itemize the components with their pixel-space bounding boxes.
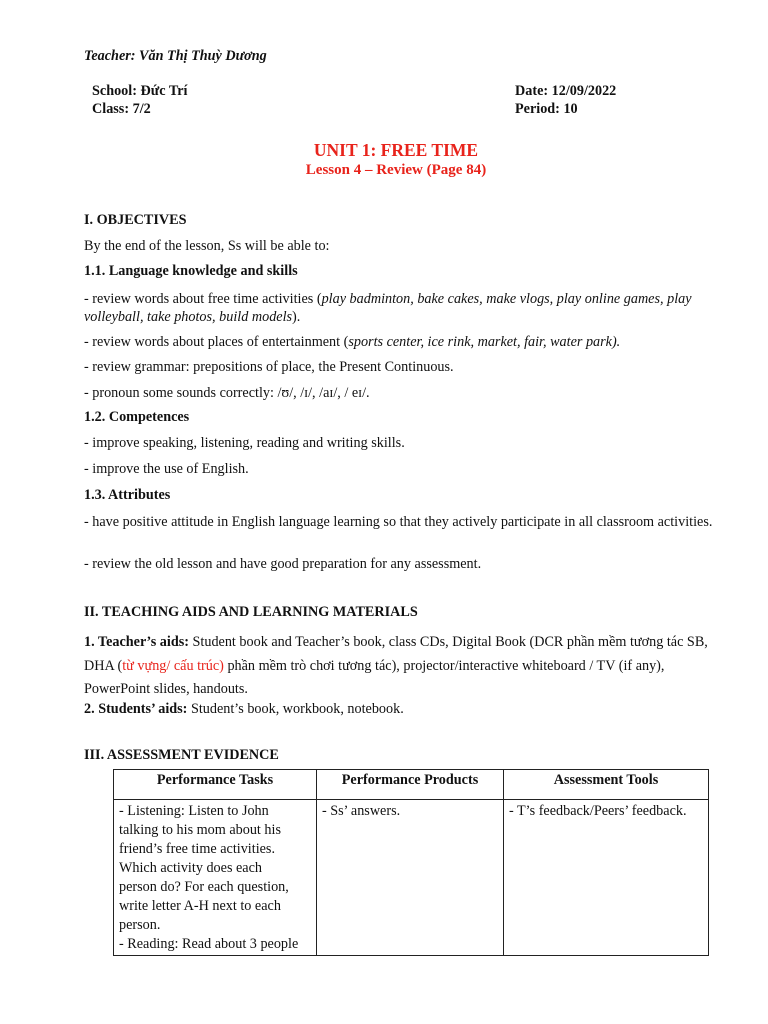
bullet-use-of-english: - improve the use of English. (84, 461, 249, 477)
table-row (114, 800, 709, 956)
teaching-aids-heading: II. TEACHING AIDS AND LEARNING MATERIALS (84, 604, 418, 620)
task-line: person. (119, 917, 161, 933)
bullet-places-of-entertainment: - review words about places of entertainment (sports center, ice rink, market, fair, water park). (84, 334, 621, 350)
objectives-heading: I. OBJECTIVES (84, 212, 187, 228)
language-knowledge-heading: 1.1. Language knowledge and skills (84, 263, 298, 279)
task-line: person do? For each question, (119, 879, 289, 895)
teachers-aids: 1. Teacher’s aids: Student book and Teacher’s book, class CDs, Digital Book (DCR phần mềm tương tác SB, DHA (từ vựng/ cấu trúc) phần mềm trò chơi tương tác), projector/interactive whiteboard / TV (if any), PowerPoint slides, handouts. (84, 634, 708, 697)
bullet-pronunciation: - pronoun some sounds correctly: /ʊ/, /ɪ/, /aɪ/, / eɪ/. (84, 385, 370, 401)
cell-assessment-tools: - T’s feedback/Peers’ feedback. (504, 800, 709, 956)
column-header-performance-products: Performance Products (317, 770, 504, 800)
assessment-heading: III. ASSESSMENT EVIDENCE (84, 747, 279, 763)
cell-performance-products: - Ss’ answers. (317, 800, 504, 956)
column-header-assessment-tools: Assessment Tools (504, 770, 709, 800)
table-header-row (114, 770, 709, 800)
task-line: - Reading: Read about 3 people (119, 936, 299, 952)
column-header-performance-tasks: Performance Tasks (114, 770, 317, 800)
class-label: Class: 7/2 (92, 101, 151, 117)
task-line: write letter A-H next to each (119, 898, 281, 914)
date-label: Date: 12/09/2022 (515, 83, 617, 99)
attributes-heading: 1.3. Attributes (84, 487, 171, 503)
assessment-table (113, 769, 709, 956)
task-line: Which activity does each (119, 860, 262, 876)
bullet-skills: - improve speaking, listening, reading and writing skills. (84, 435, 405, 451)
period-label: Period: 10 (515, 101, 578, 117)
students-aids: 2. Students’ aids: Student’s book, workbook, notebook. (84, 701, 404, 717)
teacher-name: Teacher: Văn Thị Thuỳ Dương (84, 48, 267, 64)
bullet-positive-attitude: - have positive attitude in English language learning so that they actively participate in all classroom activities. (84, 514, 713, 530)
task-line: friend’s free time activities. (119, 841, 275, 857)
task-line: - Listening: Listen to John (119, 803, 269, 819)
task-line: talking to his mom about his (119, 822, 281, 838)
lesson-title: Lesson 4 – Review (Page 84) (305, 162, 487, 178)
school-label: School: Đức Trí (92, 83, 188, 99)
objectives-intro: By the end of the lesson, Ss will be able to: (84, 238, 330, 254)
bullet-free-time-activities: - review words about free time activities (play badminton, bake cakes, make vlogs, play online games, play volleyball, take photos, build models). (84, 291, 692, 325)
unit-title: UNIT 1: FREE TIME (313, 140, 479, 160)
bullet-grammar: - review grammar: prepositions of place, the Present Continuous. (84, 359, 454, 375)
competences-heading: 1.2. Competences (84, 409, 190, 425)
bullet-review-old-lesson: - review the old lesson and have good preparation for any assessment. (84, 556, 482, 572)
cell-performance-tasks (114, 800, 317, 956)
